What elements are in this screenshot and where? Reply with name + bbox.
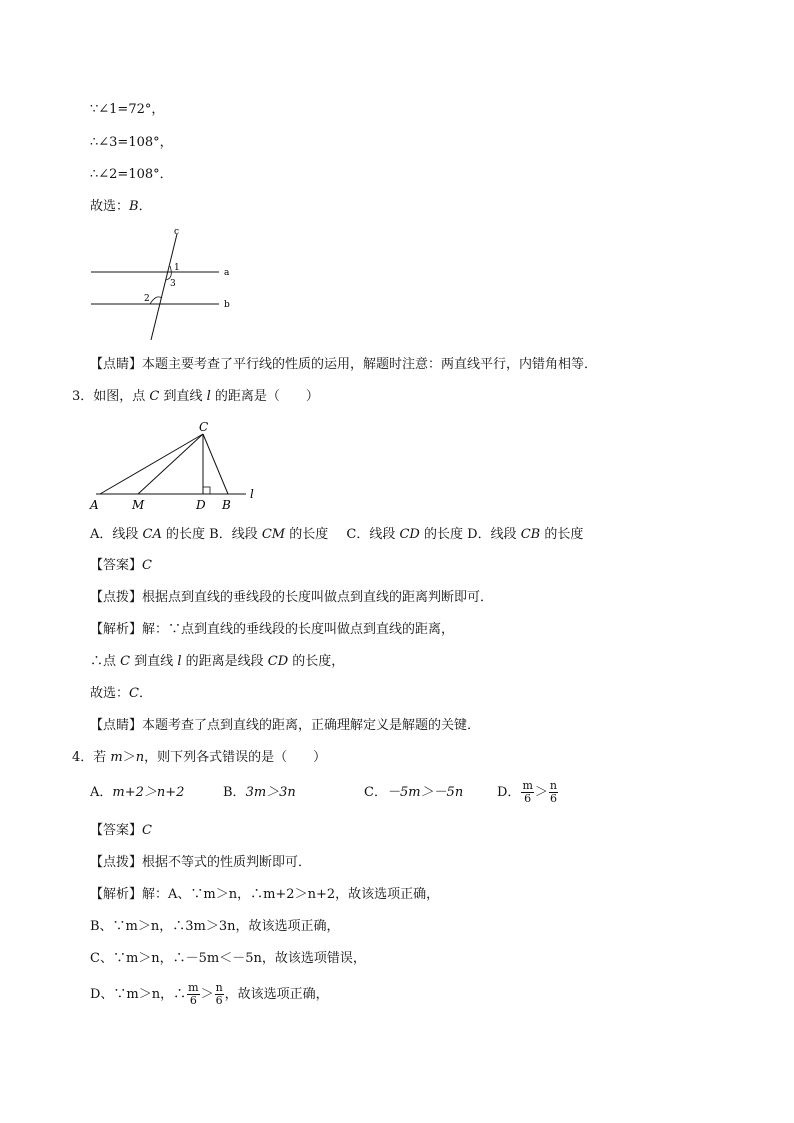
q3-option-c-seg: CD bbox=[399, 527, 420, 542]
q4-text-post: ，则下列各式错误的是（ ） bbox=[144, 750, 327, 765]
q4-option-d-num-1: m bbox=[522, 779, 533, 792]
q3-answer-tag: 【答案】 bbox=[90, 558, 143, 573]
q4-cond-n: n bbox=[135, 750, 145, 765]
q3-line: l bbox=[206, 389, 211, 404]
q3-option-b-label: B．线段 bbox=[209, 527, 262, 542]
label-D: D bbox=[196, 498, 206, 512]
q3-point: C bbox=[149, 389, 160, 404]
label-l: l bbox=[250, 487, 254, 501]
q3-conclusion bbox=[90, 653, 344, 671]
q3-option-a-label: A．线段 bbox=[90, 527, 143, 542]
q3-conclusion-line: l bbox=[177, 654, 182, 669]
question-3-stem bbox=[72, 388, 319, 406]
parallel-lines-figure bbox=[86, 226, 246, 342]
q4-analysis-d-frac-1 bbox=[187, 982, 199, 1007]
q4-analysis-b: B、∵m＞n，∴3m＞3n，故该选项正确， bbox=[90, 919, 340, 934]
label-C: C bbox=[199, 420, 209, 434]
q3-options bbox=[90, 526, 583, 544]
q4-analysis-d-pre: D、∵m＞n，∴ bbox=[90, 987, 187, 1002]
q4-analysis-d-post: ，故该选项正确， bbox=[224, 987, 329, 1002]
q4-option-a-expr: m+2＞n+2 bbox=[112, 785, 185, 800]
answer-value: B bbox=[129, 199, 139, 214]
q4-option-d-frac-2 bbox=[549, 780, 558, 805]
q4-analysis-d-num-2: n bbox=[215, 981, 223, 994]
q4-analysis-a: 【解析】解：A、∵m＞n，∴m+2＞n+2，故该选项正确， bbox=[90, 887, 440, 902]
label-b: b bbox=[224, 300, 230, 310]
q4-cond-gt: ＞ bbox=[122, 750, 136, 765]
q4-analysis-d-den-2: 6 bbox=[215, 994, 223, 1007]
q4-option-d-label: D． bbox=[497, 785, 521, 800]
segment-CM bbox=[138, 434, 203, 494]
q4-cond-m: m bbox=[110, 750, 123, 765]
q3-option-a[interactable] bbox=[90, 527, 205, 542]
q4-text-pre: 4．若 bbox=[72, 750, 111, 765]
q4-option-d-frac-1 bbox=[521, 780, 533, 805]
q4-option-b[interactable] bbox=[223, 778, 296, 808]
q3-answer bbox=[90, 557, 152, 575]
q4-analysis-d-frac-2 bbox=[215, 982, 224, 1007]
q4-analysis-d-num-1: m bbox=[188, 981, 199, 994]
q4-option-d-den-1: 6 bbox=[524, 792, 532, 805]
q3-hint: 【点拨】根据点到直线的垂线段的长度叫做点到直线的距离判断即可． bbox=[90, 590, 494, 605]
label-angle-3: 3 bbox=[170, 279, 176, 289]
q4-analysis-d-den-1: 6 bbox=[189, 994, 197, 1007]
q3-conclusion-post: 的长度， bbox=[288, 654, 345, 669]
q4-answer-value: C bbox=[142, 823, 152, 838]
q3-choose bbox=[90, 685, 152, 703]
q4-option-b-label: B． bbox=[223, 785, 246, 800]
q3-option-c[interactable] bbox=[346, 527, 463, 542]
q3-choose-value: C bbox=[129, 686, 139, 701]
q3-option-c-tail: 的长度 bbox=[419, 527, 463, 542]
q3-text-mid: 到直线 bbox=[159, 389, 207, 404]
answer-prefix: 故选： bbox=[90, 199, 130, 214]
q3-option-a-tail: 的长度 bbox=[161, 527, 206, 542]
q3-conclusion-mid: 到直线 bbox=[130, 654, 178, 669]
q4-analysis-c: C、∵m＞n，∴－5m＜－5n，故该选项错误， bbox=[90, 951, 366, 966]
q4-option-c-expr: －5m＞－5n bbox=[386, 785, 464, 800]
q3-option-d-seg: CB bbox=[520, 527, 541, 542]
q3-text-post: 的距离是（ ） bbox=[210, 389, 319, 404]
solution-line-3: ∴∠2=108°． bbox=[90, 167, 173, 182]
label-angle-1: 1 bbox=[174, 263, 180, 273]
q4-option-d-num-2: n bbox=[549, 779, 557, 792]
label-angle-2: 2 bbox=[144, 294, 150, 304]
answer-suffix: ． bbox=[138, 199, 152, 214]
q3-text-pre: 3．如图，点 bbox=[72, 389, 150, 404]
solution-line-1: ∵∠1=72°， bbox=[90, 102, 165, 117]
q4-option-d-gt: ＞ bbox=[534, 785, 548, 800]
q3-option-b-tail: 的长度 bbox=[285, 527, 329, 542]
q4-answer bbox=[90, 822, 152, 840]
label-A: A bbox=[90, 498, 99, 512]
q3-analysis: 【解析】解：∵点到直线的垂线段的长度叫做点到直线的距离， bbox=[90, 622, 455, 637]
label-a: a bbox=[224, 268, 230, 278]
right-angle-mark bbox=[203, 487, 210, 494]
q4-option-c-label: C． bbox=[364, 785, 387, 800]
q3-choose-prefix: 故选： bbox=[90, 686, 130, 701]
label-c: c bbox=[174, 227, 180, 237]
q4-option-a-label: A． bbox=[90, 785, 113, 800]
distance-figure bbox=[86, 416, 272, 516]
q4-option-d[interactable] bbox=[497, 778, 559, 808]
q3-choose-suffix: ． bbox=[138, 686, 152, 701]
segment-CB bbox=[203, 434, 228, 494]
q3-conclusion-pre: ∴点 bbox=[90, 654, 121, 669]
q3-option-d[interactable] bbox=[467, 527, 583, 542]
q3-conclusion-seg: CD bbox=[267, 654, 289, 669]
q4-answer-tag: 【答案】 bbox=[90, 823, 143, 838]
q3-conclusion-mid2: 的距离是线段 bbox=[181, 654, 268, 669]
q3-conclusion-point: C bbox=[120, 654, 131, 669]
q3-option-a-seg: CA bbox=[142, 527, 162, 542]
q3-option-d-tail: 的长度 bbox=[540, 527, 584, 542]
q3-option-b-seg: CM bbox=[261, 527, 286, 542]
question-4-stem bbox=[72, 749, 326, 767]
q3-option-b[interactable] bbox=[209, 527, 328, 542]
segment-CA bbox=[100, 434, 203, 494]
q3-option-c-label: C．线段 bbox=[346, 527, 400, 542]
label-M: M bbox=[132, 498, 145, 512]
q4-option-c[interactable] bbox=[364, 778, 463, 808]
q4-option-b-expr: 3m＞3n bbox=[245, 785, 296, 800]
q4-analysis-d-gt: ＞ bbox=[200, 987, 214, 1002]
q3-answer-value: C bbox=[142, 558, 152, 573]
q4-hint: 【点拨】根据不等式的性质判断即可． bbox=[90, 855, 312, 870]
q4-option-a[interactable] bbox=[90, 778, 184, 808]
q3-comment: 【点睛】本题考查了点到直线的距离，正确理解定义是解题的关键． bbox=[90, 718, 481, 733]
q4-option-d-den-2: 6 bbox=[549, 792, 557, 805]
solution-line-2: ∴∠3=108°， bbox=[90, 135, 173, 150]
q4-analysis-d bbox=[90, 980, 329, 1010]
comment-q2: 【点睛】本题主要考查了平行线的性质的运用，解题时注意：两直线平行，内错角相等． bbox=[90, 357, 598, 372]
answer-choice-q2 bbox=[90, 198, 152, 216]
q3-option-d-label: D．线段 bbox=[467, 527, 521, 542]
label-B: B bbox=[222, 498, 231, 512]
